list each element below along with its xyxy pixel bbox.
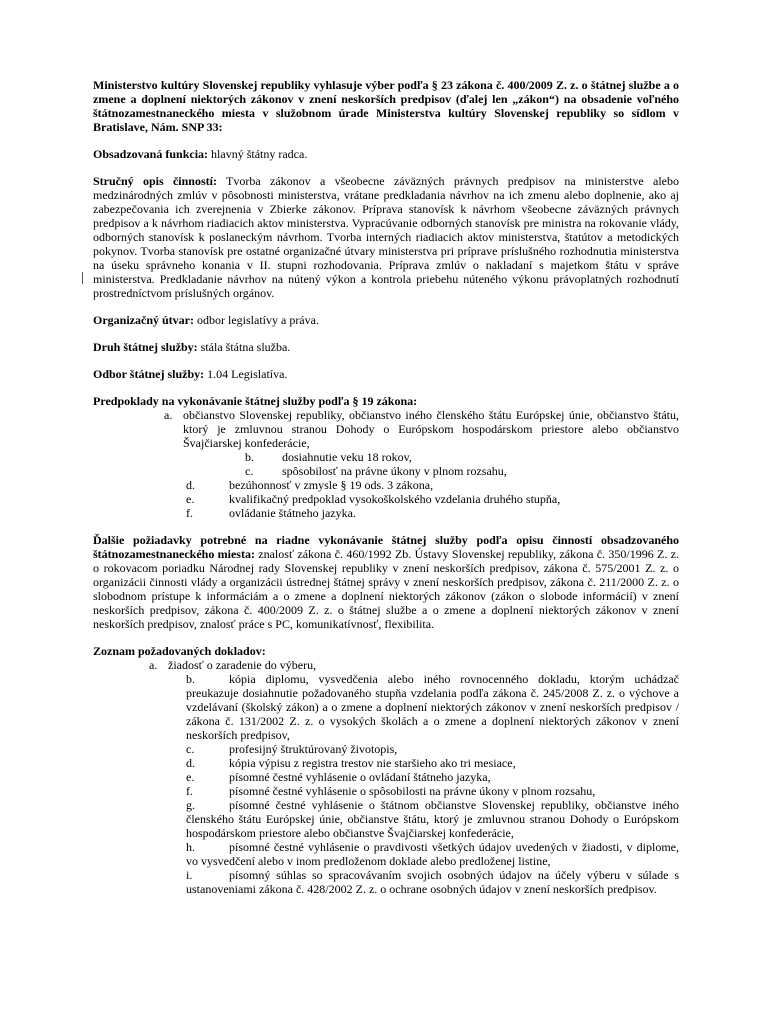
odbor-value: 1.04 Legislatíva. (204, 367, 288, 381)
druh-value: stála štátna služba. (197, 340, 291, 354)
list-item (186, 492, 679, 506)
list-item-label: d. (186, 478, 195, 492)
list-item-label: b. (245, 450, 254, 464)
list-item-label: c. (245, 464, 254, 478)
list-item-label: i. (186, 868, 193, 882)
list-item-text: kópia diplomu, vysvedčenia alebo iného rovnocenného dokladu, ktorým uchádzač preukazuje dosiahnutie požadovaného stupňa vzdelania podľa zákona č. 245/2008 Z. z. o výchove a vzdelávaní (školský zákon) a o zmene a doplnení niektorých zákonov v znení neskorších predpisov / zákona č. 131/2002 Z. z. o vysokých školách a o zmene a doplnení niektorých zákonov v znení neskorších predpisov, (186, 672, 679, 742)
odbor-paragraph (93, 367, 679, 381)
document-body (93, 78, 679, 896)
list-item (186, 784, 679, 798)
list-item-text: ovládanie štátneho jazyka. (229, 506, 356, 520)
list-item-text: spôsobilosť na právne úkony v plnom rozsahu, (282, 464, 507, 478)
list-item (186, 770, 679, 784)
druh-paragraph (93, 340, 679, 354)
opis-paragraph (93, 174, 679, 300)
list-item (245, 450, 679, 464)
opis-value: Tvorba zákonov a všeobecne záväzných právnych predpisov na ministerstve alebo medzinárodných zmlúv v pôsobnosti ministerstva, vrátane predkladania návrhov na ich zmenu alebo doplnenie, ako aj zabezpečovania ich zverejnenia v Zbierke zákonov. Príprava stanovísk k návrhom všeobecne záväzných právnych predpisov a k návrhom riadiacich aktov ministerstva. Vypracúvanie odborných stanovísk pre ministra na rokovanie vlády, odborných stanovísk k poslaneckým návrhom. Tvorba interných riadiacich aktov ministerstva, štatútov a metodických pokynov. Tvorba stanovísk pre ostatné organizačné útvary ministerstva pri príprave príslušného rozhodnutia ministerstva na úseku správneho konania v II. stupni rozhodovania. Príprava zmlúv o nakladaní s majetkom štátu v správe ministerstva. Predkladanie návrhov na nútený výkon a kontrola priebehu núteného výkonu právoplatných rozhodnutí prostredníctvom príslušných orgánov. (93, 174, 679, 300)
list-item-text: kópia výpisu z registra trestov nie staršieho ako tri mesiace, (229, 756, 516, 770)
list-item (149, 658, 679, 672)
list-item (186, 868, 679, 896)
doklady-heading: Zoznam požadovaných dokladov: (93, 644, 266, 658)
list-item-text: kvalifikačný predpoklad vysokoškolského vzdelania druhého stupňa, (229, 492, 561, 506)
list-item-label: g. (186, 798, 195, 812)
funkcia-value: hlavný štátny radca. (208, 147, 308, 161)
list-item (186, 840, 679, 868)
dalsie-paragraph (93, 533, 679, 631)
opis-label: Stručný opis činností: (93, 174, 217, 188)
list-item-label: a. (149, 658, 158, 672)
list-item-text: žiadosť o zaradenie do výberu, (168, 658, 317, 672)
list-item-label: e. (186, 492, 195, 506)
list-item-text: písomný súhlas so spracovávaním svojich osobných údajov na účely výberu v súlade s ustanoveniami zákona č. 428/2002 Z. z. o ochrane osobných údajov v znení neskorších predpisov. (186, 868, 679, 896)
list-item-label: e. (186, 770, 195, 784)
list-item-text: profesijný štruktúrovaný životopis, (229, 742, 398, 756)
odbor-label: Odbor štátnej služby: (93, 367, 205, 381)
predpoklady-heading: Predpoklady na vykonávanie štátnej služby podľa § 19 zákona: (93, 394, 418, 408)
list-item-text: písomné čestné vyhlásenie o spôsobilosti na právne úkony v plnom rozsahu, (229, 784, 596, 798)
funkcia-paragraph (93, 147, 679, 161)
intro-paragraph: Ministerstvo kultúry Slovenskej republiky vyhlasuje výber podľa § 23 zákona č. 400/2009 Z. z. o štátnej službe a o zmene a doplnení niektorých zákonov v znení neskorších predpisov (ďalej len „zákon“) na obsadenie voľného štátnozamestnaneckého miesta v služobnom úrade Ministerstva kultúry Slovenskej republiky so sídlom v Bratislave, Nám. SNP 33: (93, 78, 679, 134)
list-item-label: c. (186, 742, 195, 756)
list-item (186, 672, 679, 742)
utvar-paragraph (93, 313, 679, 327)
list-item-label: h. (186, 840, 195, 854)
list-item-text: občianstvo Slovenskej republiky, občianstvo iného členského štátu Európskej únie, občianstvo štátu, ktorý je zmluvnou stranou Dohody o Európskom hospodárskom priestore alebo občianstvo Švajčiarskej konfederácie, (183, 408, 679, 450)
list-item-label: f. (186, 784, 193, 798)
list-item-text: dosiahnutie veku 18 rokov, (282, 450, 412, 464)
dalsie-value: znalosť zákona č. 460/1992 Zb. Ústavy Slovenskej republiky, zákona č. 350/1996 Z. z. o rokovacom poriadku Národnej rady Slovenskej republiky v znení neskorších predpisov, zákona č. 575/2001 Z. z. o organizácii činnosti vlády a organizácii ústrednej štátnej správy v znení neskorších predpisov, zákona č. 211/2000 Z. z. o slobodnom prístupe k informáciám a o zmene a doplnení niektorých zákonov (zákon o slobode informácií) v znení neskorších predpisov, zákona č. 400/2009 Z. z. o štátnej službe a o zmene a doplnení niektorých zákonov v znení neskorších predpisov, znalosť práce s PC, komunikatívnosť, flexibilita. (93, 547, 679, 631)
funkcia-label: Obsadzovaná funkcia: (93, 147, 209, 161)
list-item (186, 798, 679, 840)
druh-label: Druh štátnej služby: (93, 340, 198, 354)
list-item (186, 742, 679, 756)
list-item-text: písomné čestné vyhlásenie o pravdivosti všetkých údajov uvedených v žiadosti, v diplome, vo vysvedčení alebo v inom predloženom doklade alebo predloženej listine, (186, 840, 679, 868)
list-item (186, 506, 679, 520)
list-item-label: f. (186, 506, 193, 520)
predpoklady-list (93, 408, 679, 520)
margin-marker (82, 272, 83, 284)
list-item (245, 464, 679, 478)
list-item-label: d. (186, 756, 195, 770)
list-item (186, 756, 679, 770)
doklady-list (93, 658, 679, 896)
utvar-value: odbor legislatívy a práva. (194, 313, 319, 327)
list-item-label: a. (164, 408, 173, 422)
list-item-text: písomné čestné vyhlásenie o štátnom občianstve Slovenskej republiky, občianstve iného členského štátu Európskej únie, občianstve štátu, ktorý je zmluvnou stranou Dohody o Európskom hospodárskom priestore alebo občianstve Švajčiarskej konfederácie, (186, 798, 679, 840)
list-item (186, 478, 679, 492)
dalsie-label: Ďalšie požiadavky potrebné na riadne vykonávanie štátnej služby podľa opisu činností obsadzovaného štátnozamestnaneckého miesta: (93, 533, 679, 561)
list-item-label: b. (186, 672, 195, 686)
list-item-text: bezúhonnosť v zmysle § 19 ods. 3 zákona, (229, 478, 434, 492)
list-item-text: písomné čestné vyhlásenie o ovládaní štátneho jazyka, (229, 770, 491, 784)
list-item (164, 408, 679, 450)
utvar-label: Organizačný útvar: (93, 313, 194, 327)
